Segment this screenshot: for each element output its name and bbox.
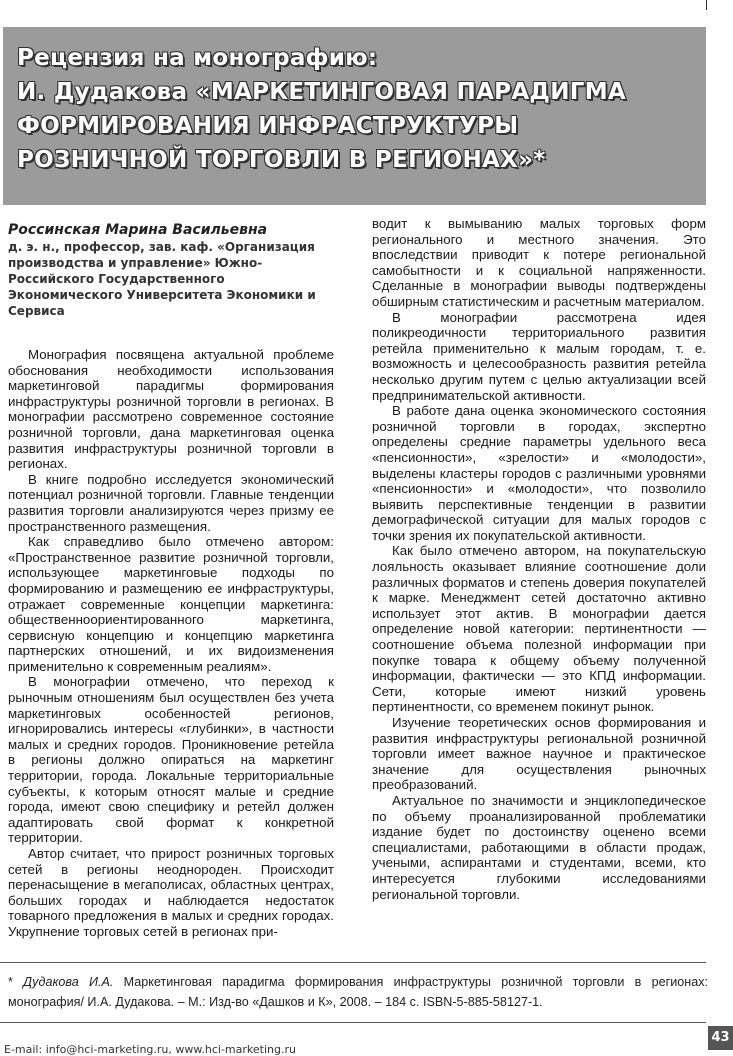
footer-contacts: E-mail: info@hci-marketing.ru, www.hci-marketing.ru — [4, 1043, 296, 1056]
body-paragraph: В книге подробно исследуется экономический потенциал розничной торговли. Главные тенденции развития торговли анализируются через призму ее пространственного размещения. — [8, 471, 334, 534]
right-column — [372, 216, 706, 902]
body-paragraph: Монография посвящена актуальной проблеме обоснования необходимости использования маркетинговой парадигмы формирования инфраструктуры розничной торговли в регионах. В монографии рассмотрено современное состояние розничной торговли, дана маркетинговая оценка развития инфраструктуры розничной торговли в регионах. — [8, 347, 334, 472]
title-line: ФОРМИРОВАНИЯ ИНФРАСТРУКТУРЫ — [17, 113, 519, 139]
footnote-author: Дудакова И.А. — [23, 975, 114, 989]
body-paragraph: В монографии отмечено, что переход к рыночным отношениям был осуществлен без учета маркетинговых особенностей регионов, игнорировались интересы «глубинки», в частности малых и средних городов. Проникновение ретейла в регионы должно опираться на маркетинг территории, города. Локальные территориальные субъекты, к которым относят малые и средние города, имеют свою специфику и ретейл должен адаптировать свой формат к конкретной территории. — [8, 674, 334, 846]
footnote-divider — [0, 962, 706, 963]
title-line: РОЗНИЧНОЙ ТОРГОВЛИ В РЕГИОНАХ»* — [17, 147, 546, 173]
title-banner — [3, 27, 706, 205]
title-line: И. Дудакова «МАРКЕТИНГОВАЯ ПАРАДИГМА — [17, 79, 627, 105]
footnote-text: Маркетинговая парадигма формирования инфраструктуры розничной торговли в регионах: монография/ И.А. Дудакова. – М.: Изд-во «Дашков и К», 2008. – 184 с. ISBN-5-885-58127-1. — [8, 975, 709, 1009]
body-paragraph: Актуальное по значимости и энциклопедическое по объему проанализированной проблематики издание будет по достоинству оценено всеми специалистами, работающими в области продаж, учеными, аспирантами и студентами, всеми, кто интересуется глубокими исследованиями региональной торговли. — [372, 792, 706, 902]
body-paragraph: Как было отмечено автором, на покупательскую лояльность оказывает влияние соотношение доли различных форматов и степень доверия покупателей к марке. Менеджмент сетей достаточно активно использует этот актив. В монографии дается определение новой категории: пертинентности — соотношение объема полезной информации при покупке товара к общему объему полученной информации, фактически — это КПД информации. Сети, которые имеют низкий уровень пертинентности, со временем покинут рынок. — [372, 543, 706, 715]
body-paragraph: В работе дана оценка экономического состояния розничной торговли в городах, экспертно определены средние параметры удельного веса «пенсионности», «зрелости» и «молодости», выделены кластеры городов с различными уровнями «пенсионности» и «молодости», что позволило выявить перспективные тенденции в развитии демографической ситуации для малых городов с точки зрения их покупательской активности. — [372, 403, 706, 543]
body-paragraph: В монографии рассмотрена идея поликреодичности территориального развития ретейла применительно к малым городам, т. е. возможность и целесообразность развития ретейла несколько другим путем с целью актуализации всей предпринимательской активности. — [372, 309, 706, 403]
article-title — [17, 41, 696, 177]
author-name: Россинская Марина Васильевна — [8, 222, 268, 238]
body-paragraph: Изучение теоретических основ формирования и развития инфраструктуры региональной розничной торговли имеет важное научное и практическое значение для осуществления рыночных преобразований. — [372, 715, 706, 793]
body-paragraph: Как справедливо было отмечено автором: «Пространственное развитие розничной торговли, использующее маркетинговые подходы по формированию и размещению ее инфраструктуры, отражает современные концепции маркетинга: общественноориентированного маркетинга, сервисную концепцию и концепцию маркетинга партнерских отношений, и их видоизменения применительно к современным реалиям». — [8, 534, 334, 674]
title-line: Рецензия на монографию: — [17, 45, 378, 71]
top-rule — [0, 0, 707, 10]
left-column — [8, 222, 334, 940]
bottom-divider — [0, 1022, 706, 1023]
footnote-mark: * — [8, 975, 13, 989]
footnote — [8, 972, 708, 1012]
body-paragraph-continued: водит к вымыванию малых торговых форм регионального и местного значения. Это впоследствии приводит к потере региональной самобытности и к социальной напряженности. Сделанные в монографии выводы подтверждены обширным статистическим и расчетным материалом. — [372, 216, 706, 309]
page-number: 43 — [708, 1026, 733, 1050]
author-affiliation: д. э. н., профессор, зав. каф. «Организация производства и управление» Южно-Российского Государственного Экономического Университета Экономики и Сервиса — [8, 240, 316, 318]
body-paragraph: Автор считает, что прирост розничных торговых сетей в регионы неоднороден. Происходит перенасыщение в мегаполисах, областных центрах, больших городах и наблюдается недостаток товарного предложения в малых и средних городах. Укрупнение торговых сетей в регионах при- — [8, 846, 334, 939]
